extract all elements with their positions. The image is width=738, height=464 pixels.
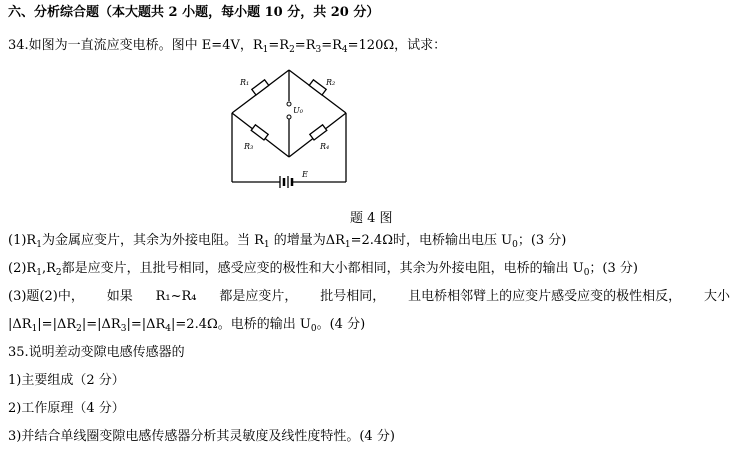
terminal-bottom bbox=[287, 115, 291, 119]
label-r3: R₃ bbox=[244, 142, 254, 151]
q34-part1: $(1)R_1$为金属应变片，其余为外接电阻。当 $R_1$ 的增量为$\Delta R_1=2.4\Omega$时，电桥输出电压 $U_0$；(3 分) bbox=[8, 233, 567, 250]
label-r2: R₂ bbox=[326, 78, 336, 87]
resistor-r1 bbox=[252, 80, 269, 95]
resistor-r4 bbox=[310, 125, 327, 140]
q34-part3-line1: (3)题(2)中， 如果 R₁~R₄ 都是应变片， 批号相同， 且电桥相邻臂上的应变片感受应变的极性相反， 大小 bbox=[8, 289, 730, 304]
label-r4: R₄ bbox=[320, 142, 330, 151]
figure-caption: 题 4 图 bbox=[350, 211, 393, 226]
q35-item3: 3)并结合单线圈变隙电感传感器分析其灵敏度及线性度特性。(4 分) bbox=[8, 429, 395, 444]
label-uo: U₀ bbox=[293, 106, 303, 115]
q34-intro: 34.如图为一直流应变电桥。图中 E=4V，$R_1=R_2=R_3=R_4=120\Omega$，试求： bbox=[8, 38, 447, 55]
bridge-circuit-diagram bbox=[222, 67, 352, 192]
q35-item1: 1)主要组成（2 分） bbox=[8, 373, 125, 388]
q34-part2: $(2)R_1,R_2$都是应变片，且批号相同，感受应变的极性和大小都相同，其余为外接电阻，电桥的输出 $U_0$；(3 分) bbox=[8, 261, 638, 278]
label-r1: R₁ bbox=[240, 78, 250, 87]
q34-part3-line2: $|\Delta R_1|=|\Delta R_2|=|\Delta R_3|=|\Delta R_4|=2.4\Omega$。电桥的输出 $U_0$。(4 分) bbox=[8, 317, 366, 334]
q35-title: 35.说明差动变隙电感传感器的 bbox=[8, 345, 185, 360]
resistor-r2 bbox=[309, 80, 326, 95]
terminal-top bbox=[287, 102, 291, 106]
section-heading: 六、分析综合题（本大题共 2 小题，每小题 10 分，共 20 分） bbox=[8, 5, 380, 20]
resistor-r3 bbox=[251, 125, 268, 140]
q35-item2: 2)工作原理（4 分） bbox=[8, 401, 125, 416]
label-e: E bbox=[302, 170, 308, 179]
